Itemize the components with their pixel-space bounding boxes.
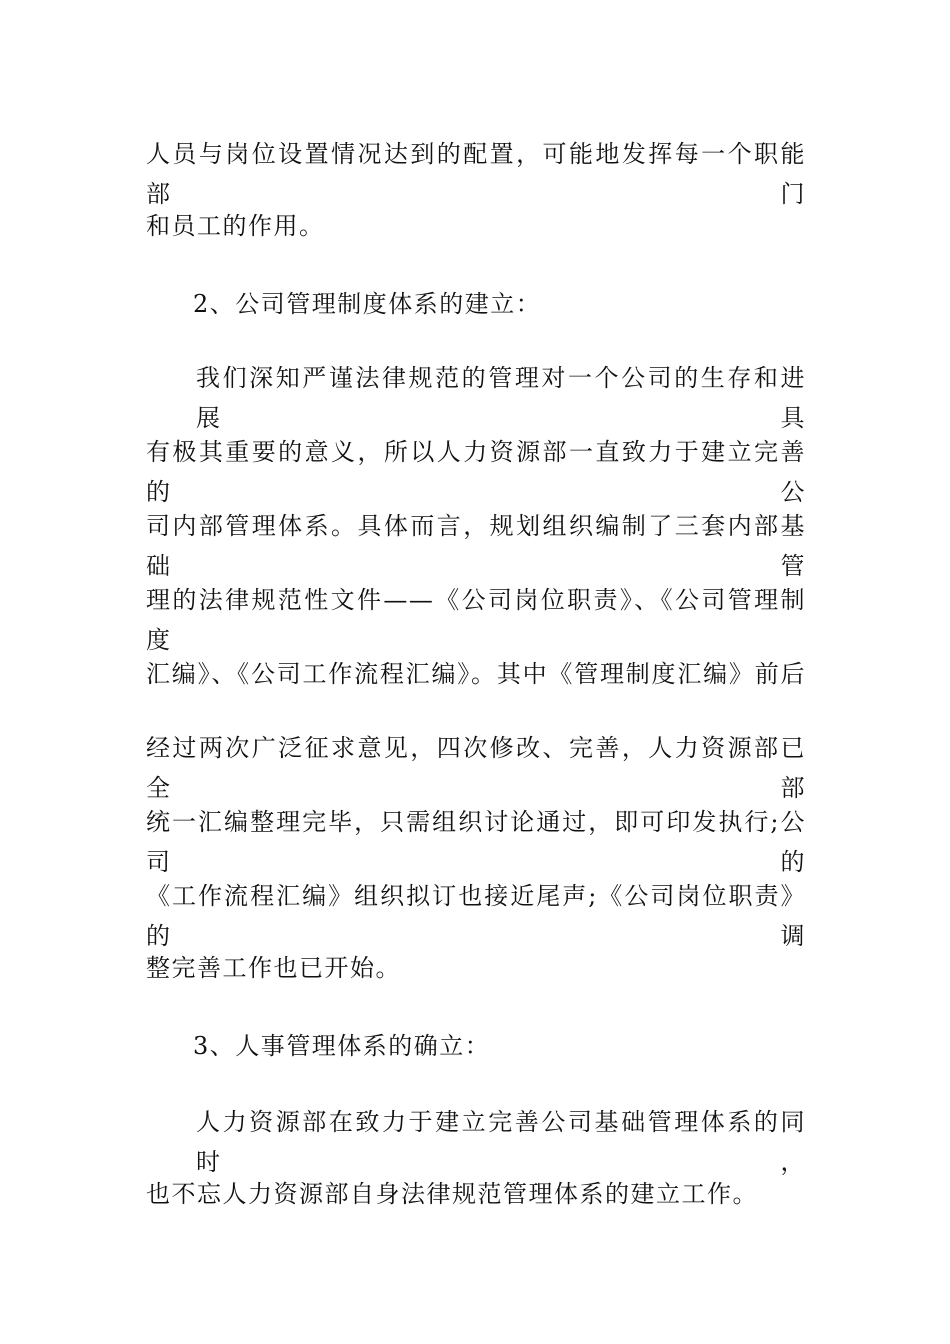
section-heading: 3、人事管理体系的确立：	[193, 1032, 491, 1060]
paragraph-line: 有极其重要的意义，所以人力资源部一直致力于建立完善的公	[146, 438, 806, 506]
paragraph-line: 人力资源部在致力于建立完善公司基础管理体系的同时，	[196, 1108, 806, 1176]
paragraph-line: 汇编》、《公司工作流程汇编》。其中《管理制度汇编》前后	[146, 660, 806, 688]
paragraph-line: 和员工的作用。	[146, 212, 325, 240]
paragraph-line: 理的法律规范性文件——《公司岗位职责》、《公司管理制度	[146, 586, 806, 654]
paragraph-line: 我们深知严谨法律规范的管理对一个公司的生存和进展具	[196, 364, 806, 432]
section-heading: 2、公司管理制度体系的建立：	[193, 290, 542, 318]
paragraph-line: 《工作流程汇编》组织拟订也接近尾声;《公司岗位职责》的调	[146, 882, 806, 950]
paragraph-line: 经过两次广泛征求意见，四次修改、完善，人力资源部已全部	[146, 734, 806, 802]
paragraph-line: 也不忘人力资源部自身法律规范管理体系的建立工作。	[146, 1180, 758, 1208]
paragraph-line: 司内部管理体系。具体而言，规划组织编制了三套内部基础管	[146, 512, 806, 580]
paragraph-line: 统一汇编整理完毕，只需组织讨论通过，即可印发执行;公司的	[146, 808, 806, 876]
paragraph-line: 整完善工作也已开始。	[146, 954, 401, 982]
paragraph-line: 人员与岗位设置情况达到的配置，可能地发挥每一个职能部门	[146, 140, 806, 208]
